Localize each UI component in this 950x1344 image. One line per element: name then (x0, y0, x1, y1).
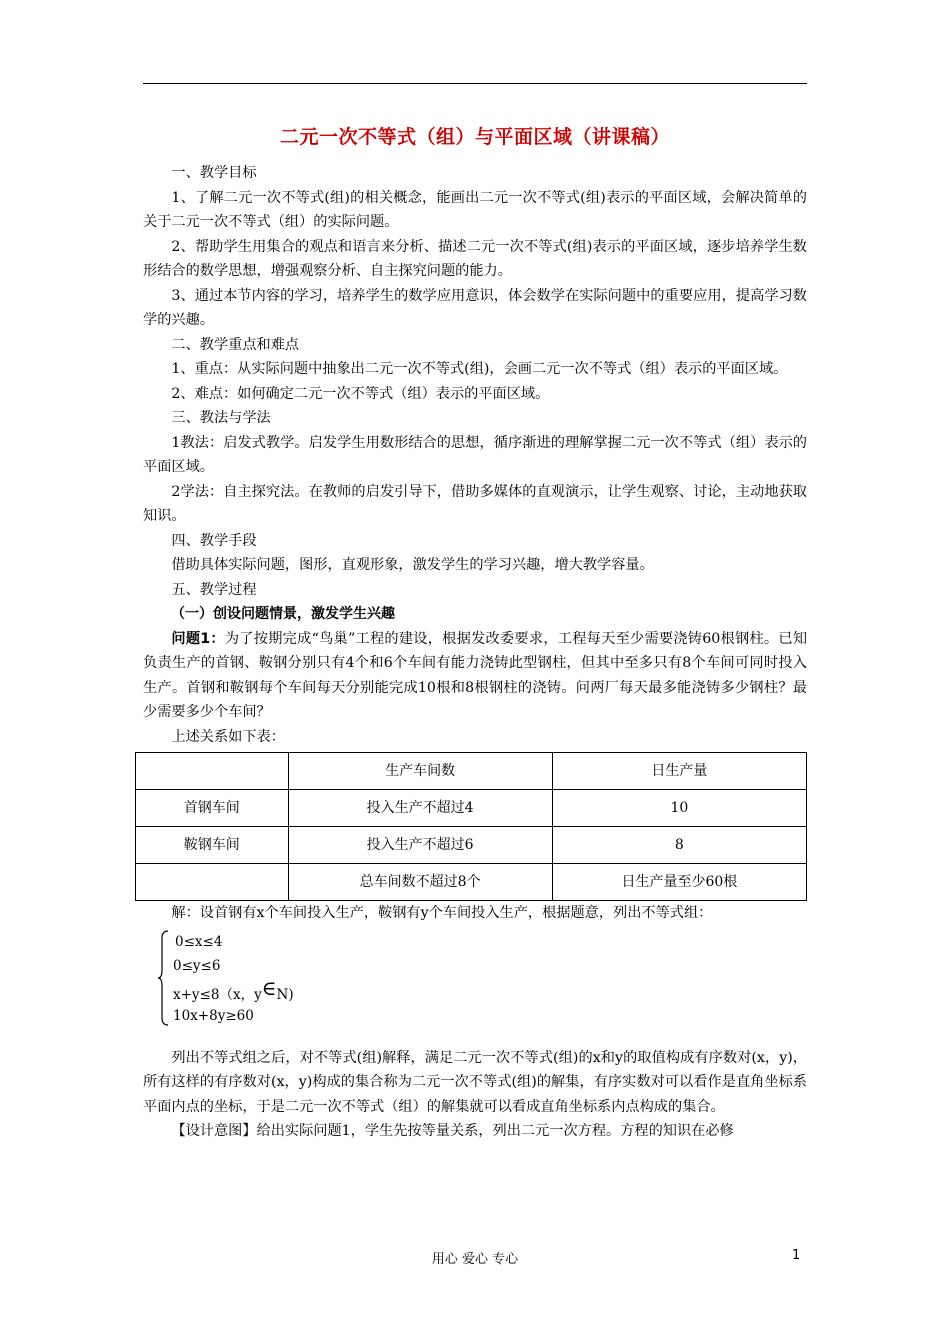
table-cell: 生产车间数 (288, 753, 552, 790)
left-brace-icon (157, 930, 169, 1026)
inequality-line: 10x+8y≥60 (173, 1007, 254, 1024)
problem-label: 问题1： (171, 630, 225, 647)
inequality-system (143, 930, 807, 1030)
problem-1 (143, 627, 807, 725)
table-cell: 日生产量至少60根 (552, 864, 806, 901)
paragraph: 借助具体实际问题，图形，直观形象，激发学生的学习兴趣，增大教学容量。 (171, 557, 654, 573)
table-cell (136, 864, 289, 901)
section-heading-2: 二、教学重点和难点 (171, 336, 300, 353)
problem-text: 为了按期完成“鸟巢”工程的建设，根据发改委要求，工程每天至少需要浇铸60根钢柱。已知负责生产的首钢、鞍钢分别只有4个和6个车间有能力浇铸此型钢柱，但其中至多只有8个车间可同时投入生产。首钢和鞍钢每个车间每天分别能完成10根和8根钢柱的浇铸。问两厂每天最多能浇铸多少钢柱？最少需要多少个车间？ (143, 630, 808, 720)
solution-text: 解：设首钢有x个车间投入生产，鞍钢有y个车间投入生产，根据题意，列出不等式组： (171, 905, 713, 921)
section-heading-1: 一、教学目标 (171, 165, 257, 181)
subsection-heading: （一）创设问题情景，激发学生兴趣 (171, 606, 395, 622)
table-cell: 日生产量 (552, 753, 806, 790)
table-cell: 8 (552, 827, 806, 864)
table-intro: 上述关系如下表： (171, 728, 285, 745)
paragraph: 2、难点：如何确定二元一次不等式（组）表示的平面区域。 (171, 385, 550, 402)
paragraph: 2学法：自主探究法。在教师的启发引导下，借助多媒体的直观演示，让学生观察、讨论，主动地获取知识。 (143, 483, 807, 524)
table-row (136, 864, 807, 901)
paragraph: 1、重点：从实际问题中抽象出二元一次不等式(组)，会画二元一次不等式（组）表示的平面区域。 (171, 361, 788, 377)
page-number: 1 (792, 1248, 801, 1263)
table-cell: 鞍钢车间 (136, 827, 289, 864)
paragraph: 列出不等式组之后，对不等式(组)解释，满足二元一次不等式(组)的x和y的取值构成有序数对(x，y)，所有这样的有序数对(x，y)构成的集合称为二元一次不等式(组)的解集，有序实数对可以看作是直角坐标系平面内点的坐标，于是二元一次不等式（组）的解集就可以看成直角坐标系内点构成的集合。 (143, 1049, 807, 1115)
table-row (136, 753, 807, 790)
section-heading-4: 四、教学手段 (171, 532, 257, 549)
table-row (136, 827, 807, 864)
footer-motto: 用心 爱心 专心 (431, 1252, 519, 1267)
table-cell: 10 (552, 790, 806, 827)
section-heading-5: 五、教学过程 (171, 581, 257, 598)
inequality-part: x+y≤8（x，y (173, 986, 262, 1003)
paragraph: 1教法：启发式教学。启发学生用数形结合的思想，循序渐进的理解掌握二元一次不等式（组）表示的平面区域。 (143, 434, 807, 475)
table-cell: 总车间数不超过8个 (288, 864, 552, 901)
table-row (136, 790, 807, 827)
element-of-symbol: ∈ (261, 975, 277, 1000)
spacer (143, 1030, 807, 1046)
production-table (135, 752, 807, 901)
paragraph: 1、了解二元一次不等式(组)的相关概念，能画出二元一次不等式(组)表示的平面区域，会解决简单的关于二元一次不等式（组）的实际问题。 (143, 189, 807, 230)
inequality-line: 0≤y≤6 (173, 957, 221, 974)
document-body (143, 161, 807, 1144)
inequality-line: 0≤x≤4 (175, 933, 223, 950)
paragraph: 【设计意图】给出实际问题1，学生先按等量关系，列出二元一次方程。方程的知识在必修 (171, 1123, 734, 1139)
document-title: 二元一次不等式（组）与平面区域（讲课稿） (279, 126, 670, 148)
table-cell: 投入生产不超过6 (288, 827, 552, 864)
paragraph: 2、帮助学生用集合的观点和语言来分析、描述二元一次不等式(组)表示的平面区域，逐步培养学生数形结合的数学思想，增强观察分析、自主探究问题的能力。 (143, 238, 807, 279)
inequality-part: N) (276, 986, 294, 1003)
table-cell (136, 753, 289, 790)
table-cell: 投入生产不超过4 (288, 790, 552, 827)
section-heading-3: 三、教法与学法 (171, 410, 271, 426)
table-cell: 首钢车间 (136, 790, 289, 827)
paragraph: 3、通过本节内容的学习，培养学生的数学应用意识，体会数学在实际问题中的重要应用，提高学习数学的兴趣。 (143, 287, 807, 328)
header-rule (143, 83, 807, 84)
